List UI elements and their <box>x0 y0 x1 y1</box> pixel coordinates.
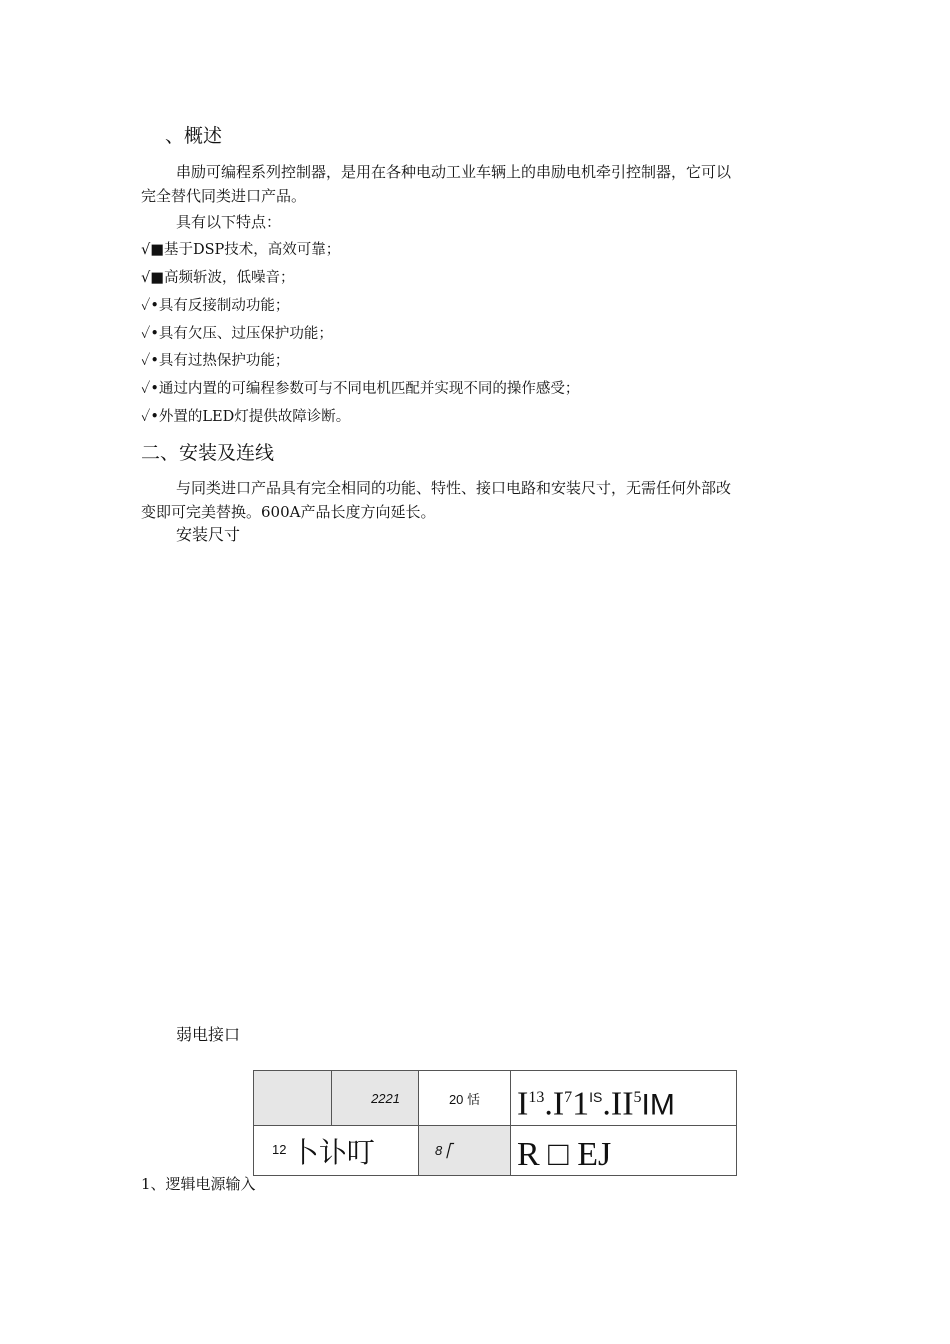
pin-text: IM <box>641 1088 675 1122</box>
table-row <box>254 1126 737 1176</box>
feature-item: ✓•通过内置的可编程参数可与不同电机匹配并实现不同的操作感受； <box>141 381 580 397</box>
intro-line-1: 串励可编程系列控制器，是用在各种电动工业车辆上的串励电机牵引控制器，它可以 <box>176 163 732 181</box>
pin-superscript: 12 <box>272 1141 287 1157</box>
intro-line-2: 完全替代同类进口产品。 <box>141 187 307 205</box>
feature-item: ✓•外置的LED灯提供故障诊断。 <box>141 409 351 425</box>
pin-superscript: 13 <box>528 1089 545 1106</box>
dimensions-label: 安装尺寸 <box>176 525 241 544</box>
connector-table <box>253 1070 737 1176</box>
table-cell: 8 ⎡ <box>419 1126 511 1176</box>
pin-superscript: 7 <box>564 1089 573 1106</box>
table-cell <box>254 1071 332 1126</box>
weak-interface-label: 弱电接口 <box>176 1025 241 1044</box>
install-para-line-2: 变即可完美替换。600A产品长度方向延长。 <box>141 503 436 521</box>
install-para-line-1: 与同类进口产品具有完全相同的功能、特性、接口电路和安装尺寸，无需任何外部改 <box>176 479 732 497</box>
feature-item: √■基于DSP技术，高效可靠； <box>141 242 341 258</box>
section-heading-overview: 、概述 <box>165 125 223 147</box>
list-item-logic-power: 1、逻辑电源输入 <box>141 1175 256 1193</box>
table-row <box>254 1071 737 1126</box>
pin-superscript: IS <box>589 1089 603 1105</box>
section-heading-install: 二、安装及连线 <box>141 442 275 464</box>
feature-item: ✓•具有反接制动功能； <box>141 298 290 314</box>
feature-item: ✓•具有过热保护功能； <box>141 353 290 369</box>
pin-text: .II <box>602 1085 634 1123</box>
pin-text: .I <box>544 1085 565 1123</box>
pin-label-cell <box>511 1071 737 1126</box>
table-cell <box>254 1126 419 1176</box>
pin-text: I <box>517 1085 529 1123</box>
pin-label-cell: R □ EJ <box>511 1126 737 1176</box>
dimension-figure-area <box>140 560 810 1010</box>
pin-text: 1 <box>572 1085 590 1123</box>
table-cell: 20 恬 <box>419 1071 511 1126</box>
pin-superscript: 5 <box>633 1089 642 1106</box>
feature-item: ✓•具有欠压、过压保护功能； <box>141 326 333 342</box>
features-lead: 具有以下特点： <box>176 213 282 231</box>
table-cell: 2221 <box>332 1071 419 1126</box>
pin-text: 卜讣叮 <box>290 1136 375 1168</box>
feature-item: √■高频斩波，低噪音； <box>141 270 295 286</box>
